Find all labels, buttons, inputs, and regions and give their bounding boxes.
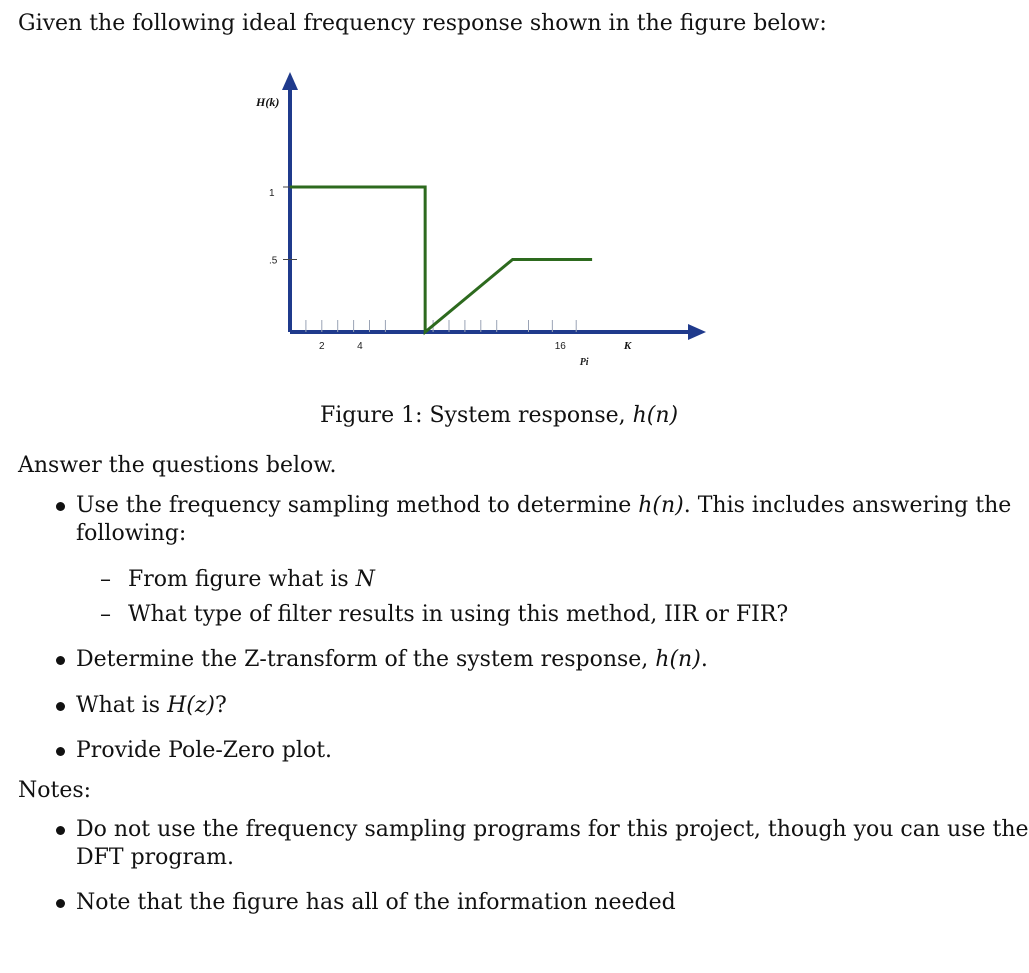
x-axis-arrow — [688, 324, 706, 340]
question-3-expr: H(z) — [167, 693, 216, 718]
x-tick-label-2: 2 — [319, 341, 325, 352]
y-tick-label-1: 1 — [269, 188, 275, 199]
sub-question-1-text: From figure what is — [128, 567, 356, 592]
series-line-0 — [290, 187, 592, 332]
question-3-text: What is — [76, 693, 168, 718]
bullet-icon — [56, 656, 65, 665]
bullet-icon — [56, 502, 65, 511]
figure-caption — [320, 402, 678, 430]
question-2-text: Determine the Z-transform of the system response, — [76, 647, 656, 672]
question-1-expr: h(n) — [638, 493, 684, 518]
bullet-icon — [56, 899, 65, 908]
notes-heading: Notes: — [18, 778, 92, 803]
x-pi-label: Pi — [579, 357, 589, 368]
sub-question-1-expr: N — [355, 567, 375, 592]
bullet-icon — [56, 826, 65, 835]
frequency-response-chart — [0, 0, 964, 400]
y-tick-label-half: .5 — [269, 255, 278, 267]
dash-icon: – — [100, 602, 111, 627]
note-1-line-2: DFT program. — [76, 845, 234, 870]
x-tick-label-4: 4 — [357, 341, 363, 352]
sub-question-1 — [128, 566, 375, 594]
bullet-icon — [56, 702, 65, 711]
note-2: Note that the figure has all of the information needed — [76, 890, 676, 915]
question-4: Provide Pole-Zero plot. — [76, 738, 333, 763]
x-tick-label-16: 16 — [554, 341, 566, 352]
intro-text: Given the following ideal frequency response shown in the figure below: — [18, 11, 827, 36]
dash-icon: – — [100, 567, 111, 592]
question-3 — [76, 692, 227, 720]
question-1-text-b: . This includes answering the — [683, 493, 1012, 518]
question-1-line-2: following: — [76, 521, 187, 546]
question-1-line-1 — [76, 492, 1011, 520]
figure-caption-expr: h(n) — [632, 403, 679, 428]
y-axis-label: H(k) — [256, 95, 280, 109]
question-2 — [76, 646, 708, 674]
question-1-text-a: Use the frequency sampling method to determine — [76, 493, 639, 518]
question-3-end: ? — [215, 693, 227, 718]
question-2-expr: h(n) — [655, 647, 701, 672]
question-2-end: . — [700, 647, 708, 672]
x-axis-label: K — [623, 340, 632, 352]
answer-heading: Answer the questions below. — [18, 453, 337, 478]
figure-caption-prefix: Figure 1: System response, — [320, 403, 633, 428]
bullet-icon — [56, 747, 65, 756]
y-axis-arrow — [282, 72, 298, 90]
note-1-line-1: Do not use the frequency sampling programs for this project, though you can use the — [76, 817, 1029, 842]
sub-question-2: What type of filter results in using this method, IIR or FIR? — [128, 602, 789, 627]
